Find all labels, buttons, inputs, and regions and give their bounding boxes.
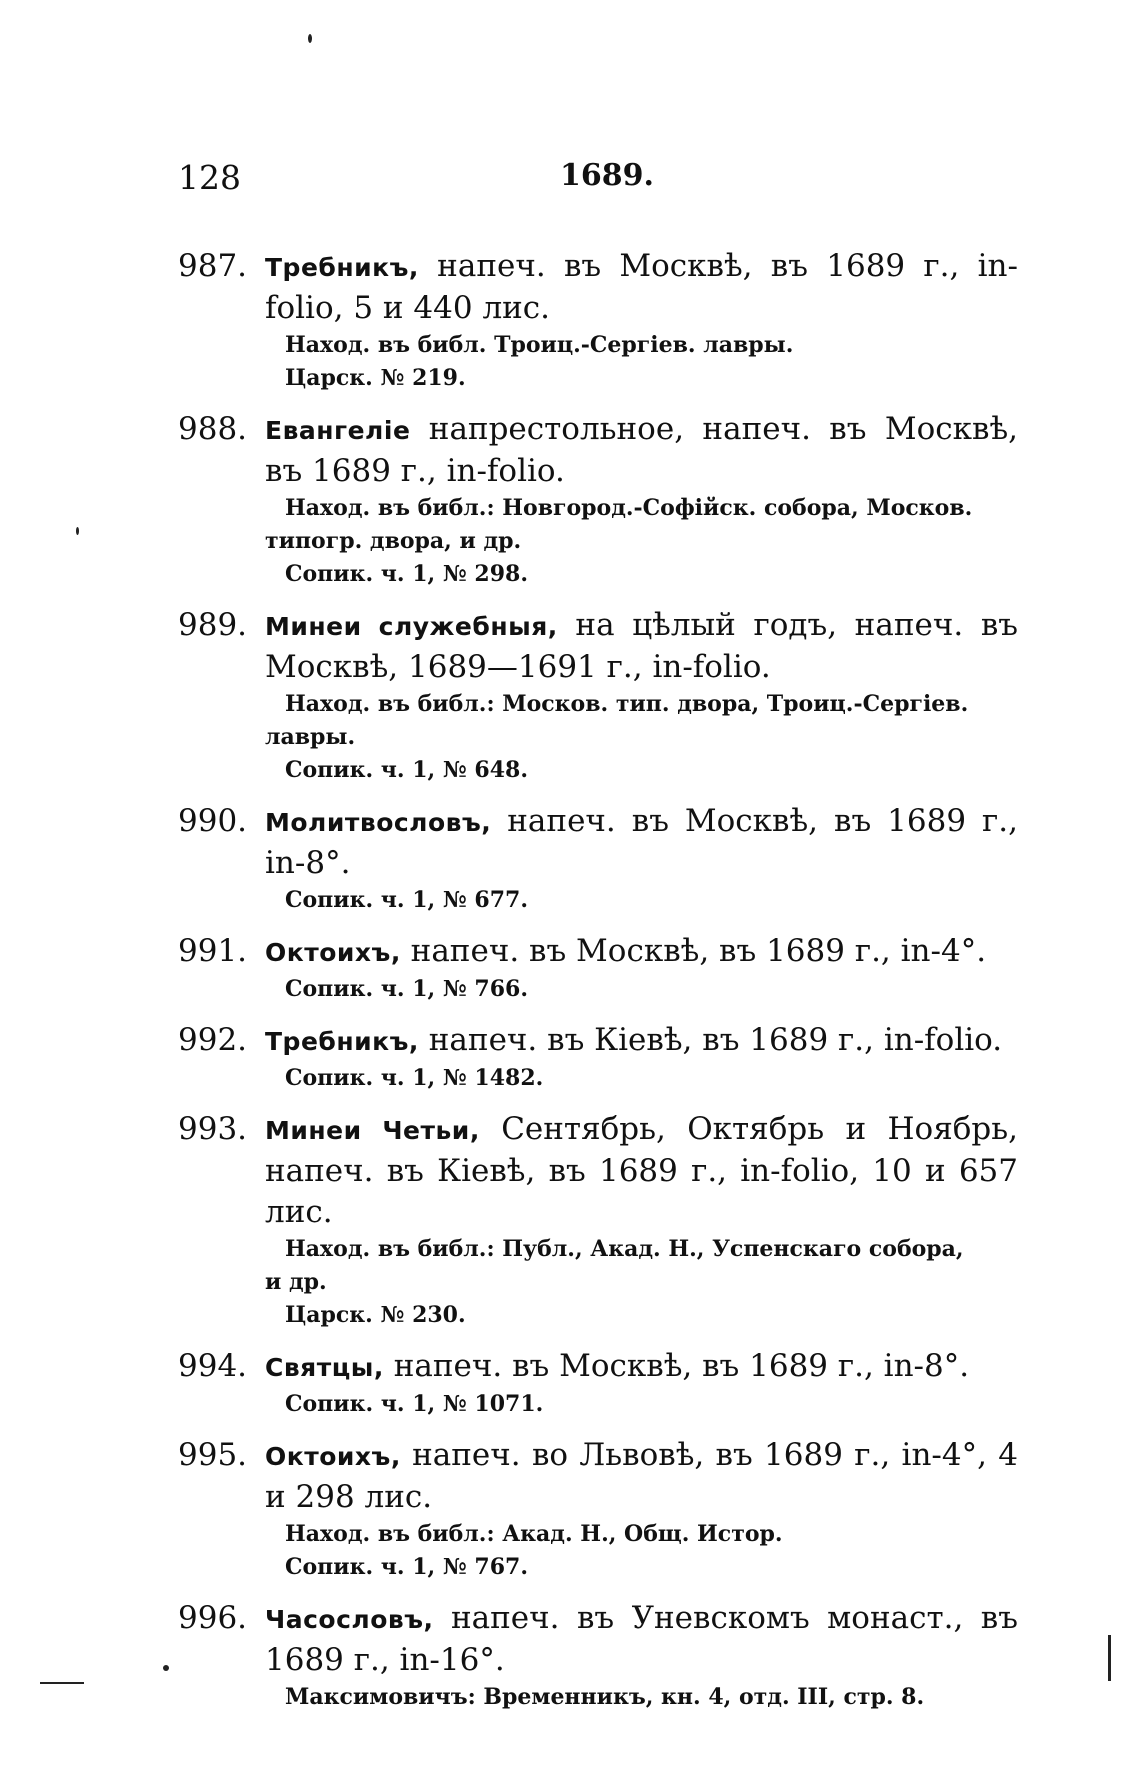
entry-title: Минеи Четьи, (265, 1116, 480, 1145)
entry-title: Молитвословъ, (265, 808, 492, 837)
bibliography-entry (178, 931, 1018, 1006)
entry-description (265, 605, 1018, 688)
entry-description (265, 246, 1018, 329)
entry-description (265, 1109, 1018, 1233)
entry-description (265, 1598, 1018, 1681)
entry-main-text (178, 1109, 1018, 1233)
bibliography-entry (178, 1435, 1018, 1584)
entry-main-text (178, 1020, 1018, 1062)
bibliography-entry (178, 1346, 1018, 1421)
entry-note-line: лавры. (265, 724, 356, 750)
entry-description (265, 1435, 1018, 1518)
entry-notes (265, 688, 1018, 787)
bibliography-entry (178, 1109, 1018, 1332)
year-heading: 1689. (560, 158, 654, 193)
entry-notes (285, 973, 1018, 1006)
entry-notes (285, 1062, 1018, 1095)
entry-number: 988. (178, 411, 248, 447)
entry-number: 995. (178, 1437, 248, 1473)
entry-imprint: напрестольное, напеч. въ Москвѣ, въ 1689 г., in-folio. (265, 411, 1018, 489)
entry-description (265, 931, 1018, 973)
scan-mark-line (40, 1682, 84, 1684)
entry-note-line: Царск. № 219. (285, 365, 466, 391)
entry-note-line: Наход. въ библ.: Публ., Акад. Н., Успенскаго собора, (285, 1236, 964, 1262)
entry-number: 991. (178, 933, 248, 969)
entry-note-line: Сопик. ч. 1, № 648. (285, 757, 529, 783)
entry-notes (285, 1681, 1018, 1714)
scan-edge-mark (1108, 1635, 1111, 1681)
bibliography-entry (178, 1598, 1018, 1714)
entry-title: Святцы, (265, 1353, 384, 1382)
entry-note-line: Наход. въ библ.: Новгород.-Софійск. собора, Москов. (285, 495, 973, 521)
bibliography-entry (178, 409, 1018, 591)
entry-notes (285, 884, 1018, 917)
entry-note-line: Максимовичъ: Временникъ, кн. 4, отд. III, стр. 8. (285, 1684, 925, 1710)
scan-speck (76, 527, 79, 535)
entry-number: 989. (178, 607, 248, 643)
entry-imprint: напеч. въ Кіевѣ, въ 1689 г., in-folio. (418, 1022, 1003, 1058)
entry-main-text (178, 801, 1018, 884)
entry-note-line: Сопик. ч. 1, № 766. (285, 976, 529, 1002)
entry-imprint: напеч. въ Уневскомъ монаст., въ 1689 г., in-16°. (265, 1600, 1018, 1678)
entry-imprint: напеч. въ Москвѣ, въ 1689 г., in-8°. (383, 1348, 970, 1384)
entry-note-line: Сопик. ч. 1, № 1071. (285, 1391, 544, 1417)
entry-notes (285, 1518, 1018, 1584)
entry-number: 992. (178, 1022, 248, 1058)
entry-description (265, 1020, 1018, 1062)
entry-number: 993. (178, 1111, 248, 1147)
entry-title: Октоихъ, (265, 1442, 401, 1471)
bibliography-entry (178, 1020, 1018, 1095)
entry-title: Требникъ, (265, 253, 419, 282)
entry-note-line: Сопик. ч. 1, № 767. (285, 1554, 529, 1580)
entry-title: Евангеліе (265, 416, 411, 445)
entry-imprint: на цѣлый годъ, напеч. въ Москвѣ, 1689—1691 г., in-folio. (265, 607, 1018, 685)
entry-main-text (178, 1598, 1018, 1681)
entry-title: Требникъ, (265, 1027, 419, 1056)
entry-note-line: Сопик. ч. 1, № 298. (285, 561, 529, 587)
page-number: 128 (178, 158, 241, 197)
entry-note-line: Сопик. ч. 1, № 677. (285, 887, 529, 913)
entry-description (265, 409, 1018, 492)
entry-number: 994. (178, 1348, 248, 1384)
bibliography-entries (178, 246, 1018, 1728)
entry-number: 987. (178, 248, 248, 284)
bibliography-entry (178, 801, 1018, 917)
entry-note-line: Наход. въ библ.: Акад. Н., Общ. Истор. (285, 1521, 783, 1547)
entry-note-line: и др. (265, 1269, 327, 1295)
entry-imprint: напеч. въ Москвѣ, въ 1689 г., in-8°. (265, 803, 1018, 881)
bibliography-entry (178, 246, 1018, 395)
entry-imprint: напеч. во Львовѣ, въ 1689 г., in-4°, 4 и 298 лис. (265, 1437, 1018, 1515)
page-header (178, 158, 1008, 202)
entry-notes (265, 492, 1018, 591)
bibliography-entry (178, 605, 1018, 787)
entry-description (265, 801, 1018, 884)
entry-imprint: напеч. въ Москвѣ, въ 1689 г., in-4°. (400, 933, 987, 969)
entry-note-line: Царск. № 230. (285, 1302, 466, 1328)
entry-main-text (178, 1346, 1018, 1388)
entry-imprint: Сентябрь, Октябрь и Ноябрь, напеч. въ Кіевѣ, въ 1689 г., in-folio, 10 и 657 лис. (265, 1111, 1018, 1230)
entry-note-line: типогр. двора, и др. (265, 528, 522, 554)
entry-notes (265, 1233, 1018, 1332)
entry-title: Октоихъ, (265, 938, 401, 967)
entry-note-line: Наход. въ библ.: Москов. тип. двора, Троиц.-Сергіев. (285, 691, 969, 717)
entry-main-text (178, 605, 1018, 688)
entry-note-line: Наход. въ библ. Троиц.-Сергіев. лавры. (285, 332, 794, 358)
entry-description (265, 1346, 1018, 1388)
entry-title: Минеи служебныя, (265, 612, 558, 641)
entry-notes (285, 329, 1018, 395)
scan-speck (163, 1665, 169, 1671)
entry-number: 990. (178, 803, 248, 839)
entry-imprint: напеч. въ Москвѣ, въ 1689 г., in-folio, 5 и 440 лис. (265, 248, 1018, 326)
entry-note-line: Сопик. ч. 1, № 1482. (285, 1065, 544, 1091)
entry-main-text (178, 409, 1018, 492)
entry-title: Часословъ, (265, 1605, 434, 1634)
entry-notes (285, 1388, 1018, 1421)
entry-main-text (178, 1435, 1018, 1518)
entry-number: 996. (178, 1600, 248, 1636)
entry-main-text (178, 246, 1018, 329)
scan-speck (308, 34, 312, 43)
entry-main-text (178, 931, 1018, 973)
